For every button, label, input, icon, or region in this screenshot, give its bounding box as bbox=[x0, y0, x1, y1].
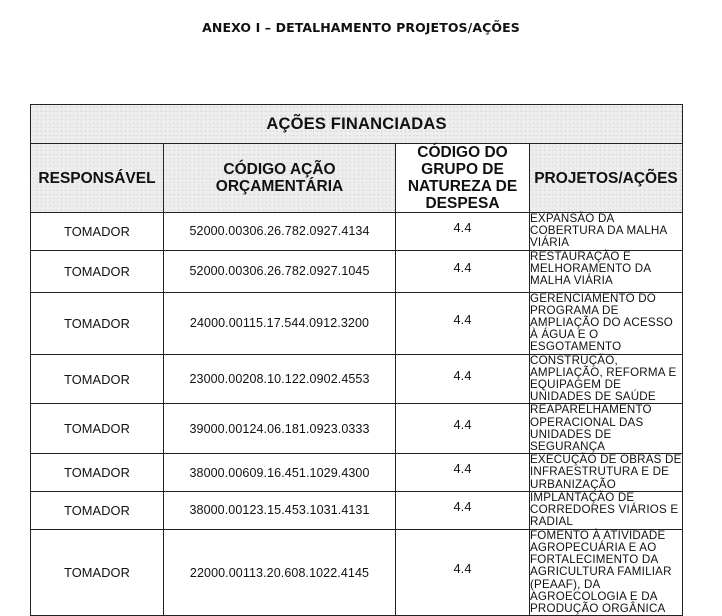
cell-projeto: IMPLANTAÇÃO DE CORREDORES VIÁRIOS E RADIAL bbox=[530, 491, 683, 529]
table-row bbox=[31, 292, 683, 354]
cell-codigo: 38000.00609.16.451.1029.4300 bbox=[164, 454, 396, 492]
grupo-value: 4.4 bbox=[453, 367, 472, 383]
cell-codigo: 39000.00124.06.181.0923.0333 bbox=[164, 404, 396, 454]
grupo-value: 4.4 bbox=[453, 417, 472, 433]
cell-responsavel: TOMADOR bbox=[31, 213, 164, 251]
cell-projeto: REAPARELHAMENTO OPERACIONAL DAS UNIDADES DE SEGURANÇA bbox=[530, 404, 683, 454]
grupo-value: 4.4 bbox=[453, 259, 472, 275]
table-banner: AÇÕES FINANCIADAS bbox=[31, 105, 683, 144]
cell-grupo bbox=[396, 404, 530, 454]
cell-responsavel: TOMADOR bbox=[31, 454, 164, 492]
cell-grupo bbox=[396, 250, 530, 292]
cell-codigo: 22000.00113.20.608.1022.4145 bbox=[164, 529, 396, 615]
header-grupo-despesa: CÓDIGO DO GRUPO DE NATUREZA DE DESPESA bbox=[396, 144, 530, 213]
grupo-value: 4.4 bbox=[453, 498, 472, 514]
header-codigo-acao: CÓDIGO AÇÃO ORÇAMENTÁRIA bbox=[164, 144, 396, 213]
cell-projeto: CONSTRUÇÃO, AMPLIAÇÃO, REFORMA E EQUIPAGEM DE UNIDADES DE SAÚDE bbox=[530, 354, 683, 404]
cell-responsavel: TOMADOR bbox=[31, 292, 164, 354]
cell-responsavel: TOMADOR bbox=[31, 529, 164, 615]
table-row bbox=[31, 454, 683, 492]
table-row bbox=[31, 250, 683, 292]
table-row bbox=[31, 354, 683, 404]
table-row bbox=[31, 404, 683, 454]
cell-codigo: 52000.00306.26.782.0927.4134 bbox=[164, 213, 396, 251]
cell-grupo bbox=[396, 529, 530, 615]
cell-grupo bbox=[396, 454, 530, 492]
grupo-value: 4.4 bbox=[453, 461, 472, 477]
cell-responsavel: TOMADOR bbox=[31, 404, 164, 454]
table-row bbox=[31, 491, 683, 529]
cell-projeto: EXECUÇÃO DE OBRAS DE INFRAESTRUTURA E DE URBANIZAÇÃO bbox=[530, 453, 682, 491]
page-title: ANEXO I – DETALHAMENTO PROJETOS/AÇÕES bbox=[202, 20, 520, 35]
banner-row bbox=[31, 105, 683, 144]
cell-responsavel: TOMADOR bbox=[31, 354, 164, 404]
header-projetos: PROJETOS/AÇÕES bbox=[530, 144, 683, 213]
grupo-value: 4.4 bbox=[453, 561, 472, 577]
cell-grupo bbox=[396, 354, 530, 404]
cell-codigo: 38000.00123.15.453.1031.4131 bbox=[164, 491, 396, 529]
cell-grupo bbox=[396, 491, 530, 529]
financed-actions-table bbox=[30, 104, 683, 616]
cell-responsavel: TOMADOR bbox=[31, 250, 164, 292]
cell-codigo: 23000.00208.10.122.0902.4553 bbox=[164, 354, 396, 404]
cell-responsavel: TOMADOR bbox=[31, 491, 164, 529]
cell-projeto: FOMENTO À ATIVIDADE AGROPECUÁRIA E AO FORTALECIMENTO DA AGRICULTURA FAMILIAR (PEAAF), DA AGROECOLOGIA E DA PRODUÇÃO ORGÂNICA bbox=[530, 529, 683, 615]
header-responsavel: RESPONSÁVEL bbox=[31, 144, 164, 213]
table-row bbox=[31, 529, 683, 615]
cell-grupo bbox=[396, 292, 530, 354]
cell-codigo: 24000.00115.17.544.0912.3200 bbox=[164, 292, 396, 354]
grupo-value: 4.4 bbox=[453, 311, 472, 327]
cell-projeto: RESTAURAÇÃO E MELHORAMENTO DA MALHA VIÁRIA bbox=[530, 250, 683, 292]
cell-grupo bbox=[396, 213, 530, 251]
cell-codigo: 52000.00306.26.782.0927.1045 bbox=[164, 250, 396, 292]
grupo-value: 4.4 bbox=[453, 219, 472, 235]
table-row bbox=[31, 213, 683, 251]
cell-projeto: EXPANSÃO DA COBERTURA DA MALHA VIÁRIA bbox=[530, 213, 683, 251]
cell-projeto: GERENCIAMENTO DO PROGRAMA DE AMPLIAÇÃO DO ACESSO À ÁGUA E O ESGOTAMENTO bbox=[530, 292, 683, 354]
header-row bbox=[31, 144, 683, 213]
